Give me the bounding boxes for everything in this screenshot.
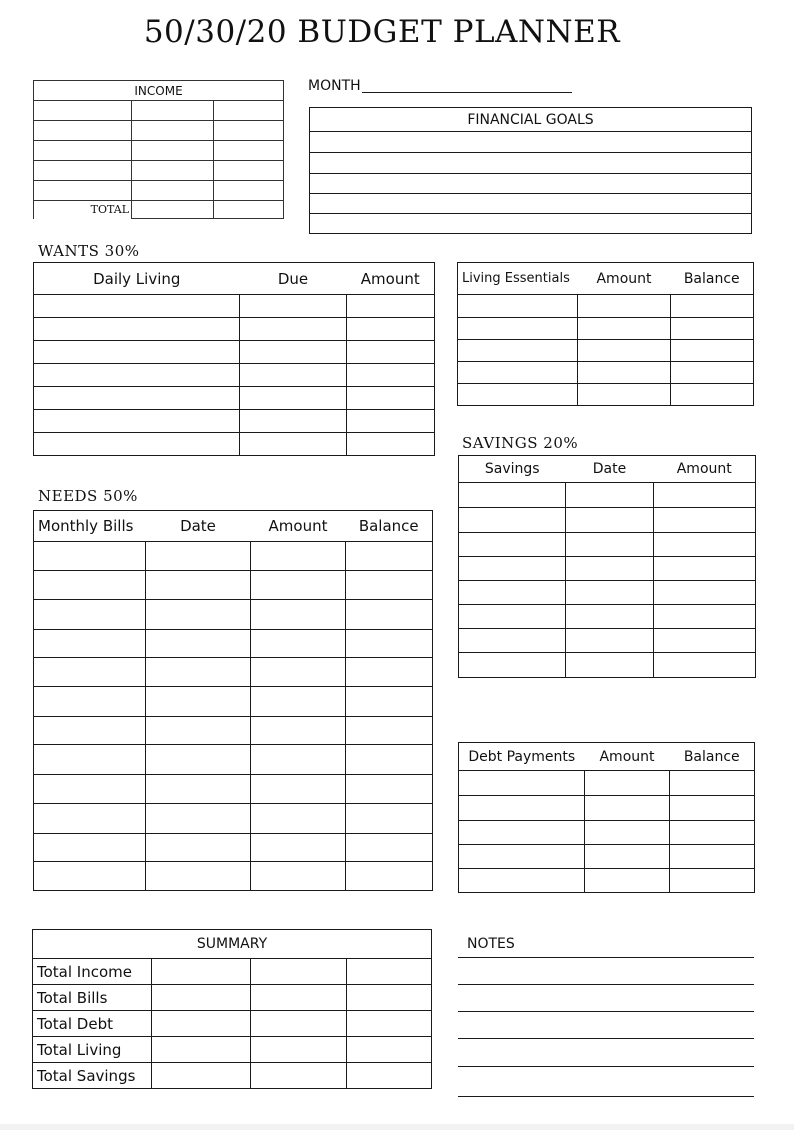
goal-line[interactable] [310,214,752,234]
needs-cell[interactable] [34,775,146,804]
living-col-amount: Amount [578,263,671,295]
savings-cell[interactable] [459,653,566,678]
income-table [33,80,284,219]
notes-line[interactable] [458,1066,754,1067]
needs-col-amount: Amount [251,511,346,542]
summary-table [32,929,432,1089]
page-edge [0,1124,794,1130]
savings-table [458,455,756,678]
financial-goals-table [309,107,752,234]
notes-header: NOTES [467,936,515,952]
summary-label-income: Total Income [33,959,152,985]
summary-label-debt: Total Debt [33,1011,152,1037]
income-cell[interactable] [34,181,132,201]
savings-col-amount: Amount [654,456,756,483]
wants-table [33,262,435,456]
debt-col-payments: Debt Payments [459,743,585,771]
living-cell[interactable] [458,318,578,340]
wants-cell[interactable] [34,364,240,387]
wants-cell[interactable] [34,341,240,364]
savings-cell[interactable] [459,605,566,629]
savings-cell[interactable] [459,508,566,533]
notes-line[interactable] [458,1096,754,1097]
goal-line[interactable] [310,132,752,153]
summary-label-savings: Total Savings [33,1063,152,1089]
living-essentials-table [457,262,754,406]
wants-cell[interactable] [34,410,240,433]
debt-cell[interactable] [459,771,585,796]
summary-label-living: Total Living [33,1037,152,1063]
income-header: INCOME [34,81,284,101]
goal-line[interactable] [310,174,752,194]
debt-cell[interactable] [459,845,585,869]
page-title: 50/30/20 BUDGET PLANNER [143,14,621,50]
needs-cell[interactable] [34,600,146,630]
goal-line[interactable] [310,153,752,174]
needs-cell[interactable] [34,834,146,862]
income-total-cell[interactable] [132,201,214,219]
income-cell[interactable] [34,101,132,121]
income-cell[interactable] [34,121,132,141]
living-cell[interactable] [458,384,578,406]
needs-col-balance: Balance [346,511,433,542]
debt-col-balance: Balance [670,743,755,771]
savings-col-date: Date [566,456,654,483]
notes-line[interactable] [458,1038,754,1039]
debt-cell[interactable] [459,869,585,893]
wants-cell[interactable] [34,318,240,341]
notes-line[interactable] [458,957,754,958]
wants-cell[interactable] [34,295,240,318]
wants-col-daily-living: Daily Living [34,263,240,295]
needs-cell[interactable] [34,862,146,891]
living-cell[interactable] [458,340,578,362]
needs-cell[interactable] [34,658,146,687]
living-col-essentials: Living Essentials [458,263,578,295]
needs-cell[interactable] [34,717,146,745]
living-cell[interactable] [458,362,578,384]
living-col-balance: Balance [671,263,754,295]
savings-section-title: SAVINGS 20% [462,434,579,452]
notes-line[interactable] [458,1011,754,1012]
summary-label-bills: Total Bills [33,985,152,1011]
savings-cell[interactable] [459,533,566,557]
wants-cell[interactable] [34,433,240,456]
savings-cell[interactable] [459,483,566,508]
income-cell[interactable] [34,161,132,181]
debt-cell[interactable] [459,796,585,821]
income-cell[interactable] [34,141,132,161]
wants-col-due: Due [240,263,347,295]
savings-cell[interactable] [459,581,566,605]
living-cell[interactable] [458,295,578,318]
needs-cell[interactable] [34,542,146,571]
needs-cell[interactable] [34,571,146,600]
savings-cell[interactable] [459,629,566,653]
needs-table [33,510,433,891]
debt-payments-table [458,742,755,893]
needs-cell[interactable] [34,687,146,717]
needs-col-monthly-bills: Monthly Bills [34,511,146,542]
needs-section-title: NEEDS 50% [38,487,138,505]
savings-col-savings: Savings [459,456,566,483]
notes-line[interactable] [458,984,754,985]
financial-goals-header: FINANCIAL GOALS [310,108,752,132]
needs-cell[interactable] [34,745,146,775]
wants-section-title: WANTS 30% [38,242,140,260]
savings-cell[interactable] [459,557,566,581]
month-label: MONTH [308,78,361,94]
wants-cell[interactable] [34,387,240,410]
debt-cell[interactable] [459,821,585,845]
goal-line[interactable] [310,194,752,214]
needs-cell[interactable] [34,630,146,658]
income-total-label: TOTAL [34,201,132,219]
summary-header: SUMMARY [33,930,432,959]
month-field[interactable] [362,76,572,93]
wants-col-amount: Amount [347,263,435,295]
needs-cell[interactable] [34,804,146,834]
debt-col-amount: Amount [585,743,670,771]
needs-col-date: Date [146,511,251,542]
